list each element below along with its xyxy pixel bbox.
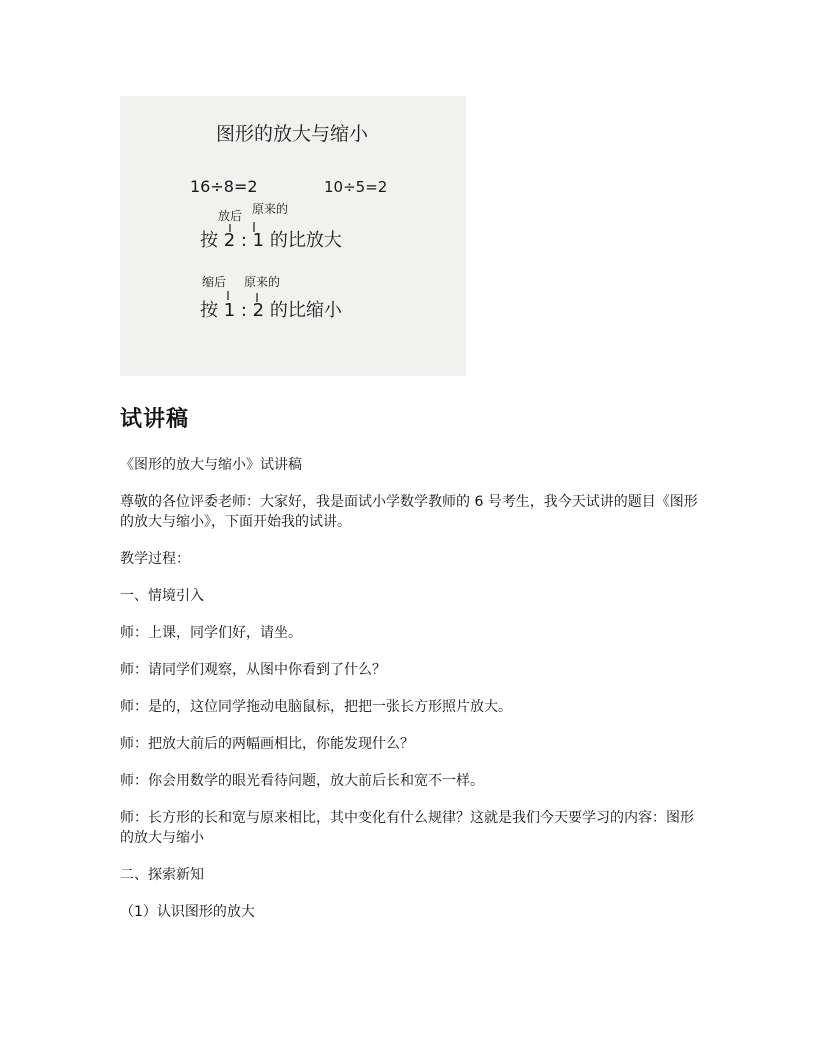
document-body [120,455,700,922]
photo-svg [120,96,466,376]
paragraph: 师：是的，这位同学拖动电脑鼠标，把把一张长方形照片放大。 [120,699,512,715]
paragraph: 师：长方形的长和宽与原来相比，其中变化有什么规律？这就是我们今天要学习的内容：图形的放大与缩小 [120,810,694,846]
photo-eq1: 16÷8=2 [190,177,258,196]
photo-line2: 按 1 : 2 的比缩小 [200,300,342,321]
paragraph: 师：上课，同学们好，请坐。 [120,625,302,641]
photo-note2a: 缩后 [202,275,227,289]
photo-line1: 按 2 : 1 的比放大 [200,230,342,251]
paragraph: 《图形的放大与缩小》试讲稿 [120,457,302,473]
paragraph: 师：你会用数学的眼光看待问题，放大前后长和宽不一样。 [120,773,484,789]
photo-eq2: 10÷5=2 [324,178,388,196]
paragraph: 尊敬的各位评委老师：大家好，我是面试小学数学教师的 6 号考生，我今天试讲的题目《图形的放大与缩小》，下面开始我的试讲。 [120,494,698,530]
paragraph: 一、情境引入 [120,588,204,604]
photo-note1b: 原来的 [252,202,289,216]
paragraph: （1）认识图形的放大 [120,904,255,920]
paragraph: 师：请同学们观察，从图中你看到了什么？ [120,662,386,678]
photo-note1a: 放后 [218,209,243,223]
handwritten-notes-photo [120,96,466,376]
paragraph: 师：把放大前后的两幅画相比，你能发现什么？ [120,736,414,752]
section-heading: 试讲稿 [120,407,190,432]
photo-note2b: 原来的 [244,275,281,289]
photo-title: 图形的放大与缩小 [216,123,369,145]
paragraph: 教学过程： [120,551,190,567]
paragraph: 二、探索新知 [120,867,204,883]
